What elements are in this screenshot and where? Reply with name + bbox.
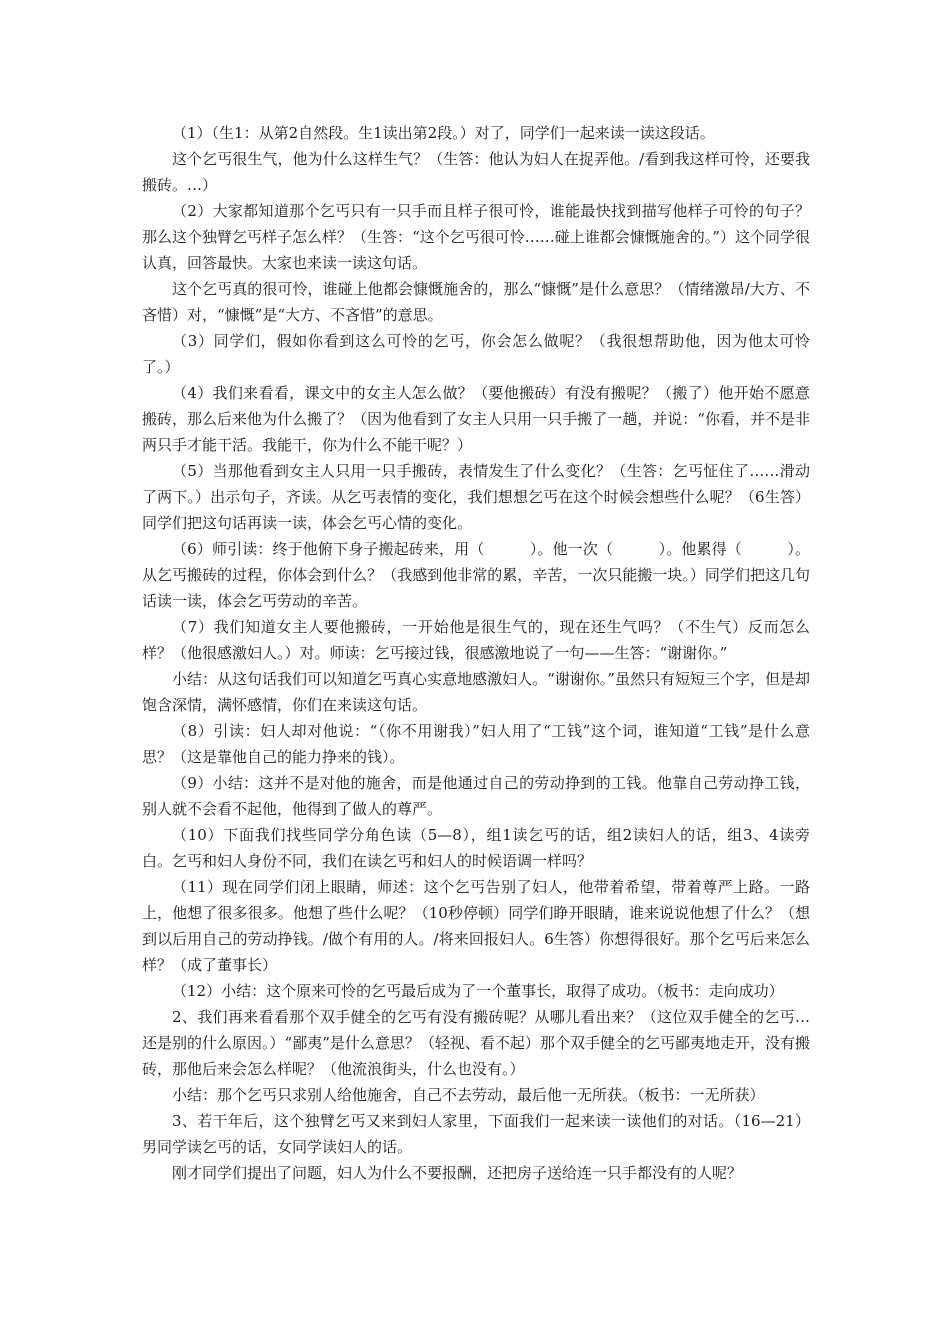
paragraph-7: （5）当那他看到女主人只用一只手搬砖，表情发生了什么变化？（生答：乞丐怔住了……滑动了两下。）出示句子，齐读。从乞丐表情的变化，我们想想乞丐在这个时候会想些什么呢？（6生答）同学们把这句话再读一读，体会乞丐心情的变化。 (142, 462, 810, 532)
paragraph-18: 3、若干年后，这个独臂乞丐又来到妇人家里，下面我们一起来读一读他们的对话。（16—21）男同学读乞丐的话，女同学读妇人的话。 (142, 1112, 810, 1156)
paragraph-16: 2、我们再来看看那个双手健全的乞丐有没有搬砖呢？从哪儿看出来？（这位双手健全的乞丐…还是别的什么原因。）“鄙夷”是什么意思？（轻视、看不起）那个双手健全的乞丐鄙夷地走开，没有搬砖，那他后来会怎么样呢？（他流浪街头，什么也没有。） (142, 1008, 810, 1078)
paragraph-3: （2）大家都知道那个乞丐只有一只手而且样子很可怜，谁能最快找到描写他样子可怜的句子？那么这个独臂乞丐样子怎么样？（生答：“这个乞丐很可怜……碰上谁都会慷慨施舍的。”）这个同学很认真，回答最快。大家也来读一读这句话。 (142, 202, 810, 272)
paragraph-8: （6）师引读：终于他俯下身子搬起砖来，用（ ）。他一次（ ）。他累得（ ）。从乞丐搬砖的过程，你体会到什么？（我感到他非常的累，辛苦，一次只能搬一块。）同学们把这几句话读一读，体会乞丐劳动的辛苦。 (142, 540, 810, 610)
document-body (142, 120, 810, 1186)
paragraph-17: 小结：那个乞丐只求别人给他施舍，自己不去劳动，最后他一无所获。（板书：一无所获） (172, 1086, 765, 1104)
paragraph-15: （12）小结：这个原来可怜的乞丐最后成为了一个董事长，取得了成功。（板书：走向成功） (172, 982, 784, 1000)
paragraph-14: （11）现在同学们闭上眼睛，师述：这个乞丐告别了妇人，他带着希望，带着尊严上路。一路上，他想了很多很多。他想了些什么呢？（10秒停顿）同学们睁开眼睛，谁来说说他想了什么？（想到以后用自己的劳动挣钱。/做个有用的人。/将来回报妇人。6生答）你想得很好。那个乞丐后来怎么样？（成了董事长） (142, 878, 810, 974)
paragraph-4: 这个乞丐真的很可怜，谁碰上他都会慷慨施舍的，那么“慷慨”是什么意思？（情绪激昂/大方、不吝惜）对，“慷慨”是“大方、不吝惜”的意思。 (142, 280, 810, 324)
paragraph-11: （8）引读：妇人却对他说：“（你不用谢我）”妇人用了“工钱”这个词，谁知道“工钱”是什么意思？（这是靠他自己的能力挣来的钱）。 (142, 722, 810, 766)
paragraph-6: （4）我们来看看，课文中的女主人怎么做？（要他搬砖）有没有搬呢？（搬了）他开始不愿意搬砖，那么后来他为什么搬了？（因为他看到了女主人只用一只手搬了一趟，并说：“你看，并不是非两只手才能干活。我能干，你为什么不能干呢？） (142, 384, 810, 454)
paragraph-10: 小结：从这句话我们可以知道乞丐真心实意地感激妇人。“谢谢你。”虽然只有短短三个字，但是却饱含深情，满怀感情，你们在来读这句话。 (142, 670, 810, 714)
paragraph-19: 刚才同学们提出了问题，妇人为什么不要报酬，还把房子送给连一只手都没有的人呢？ (172, 1164, 743, 1182)
paragraph-12: （9）小结：这并不是对他的施舍，而是他通过自己的劳动挣到的工钱。他靠自己劳动挣工钱，别人就不会看不起他，他得到了做人的尊严。 (142, 774, 810, 818)
paragraph-1: （1）（生1：从第2自然段。生1读出第2段。）对了，同学们一起来读一读这段话。 (172, 124, 715, 142)
paragraph-13: （10）下面我们找些同学分角色读（5—8），组1读乞丐的话，组2读妇人的话，组3、4读旁白。乞丐和妇人身份不同，我们在读乞丐和妇人的时候语调一样吗？ (142, 826, 810, 870)
paragraph-5: （3）同学们，假如你看到这么可怜的乞丐，你会怎么做呢？（我很想帮助他，因为他太可怜了。） (142, 332, 810, 376)
paragraph-2: 这个乞丐很生气，他为什么这样生气？（生答：他认为妇人在捉弄他。/看到我这样可怜，还要我搬砖。…） (142, 150, 810, 194)
paragraph-9: （7）我们知道女主人要他搬砖，一开始他是很生气的，现在还生气吗？（不生气）反而怎么样？（他很感激妇人。）对。师读：乞丐接过钱，很感激地说了一句——生答：“谢谢你。” (142, 618, 810, 662)
